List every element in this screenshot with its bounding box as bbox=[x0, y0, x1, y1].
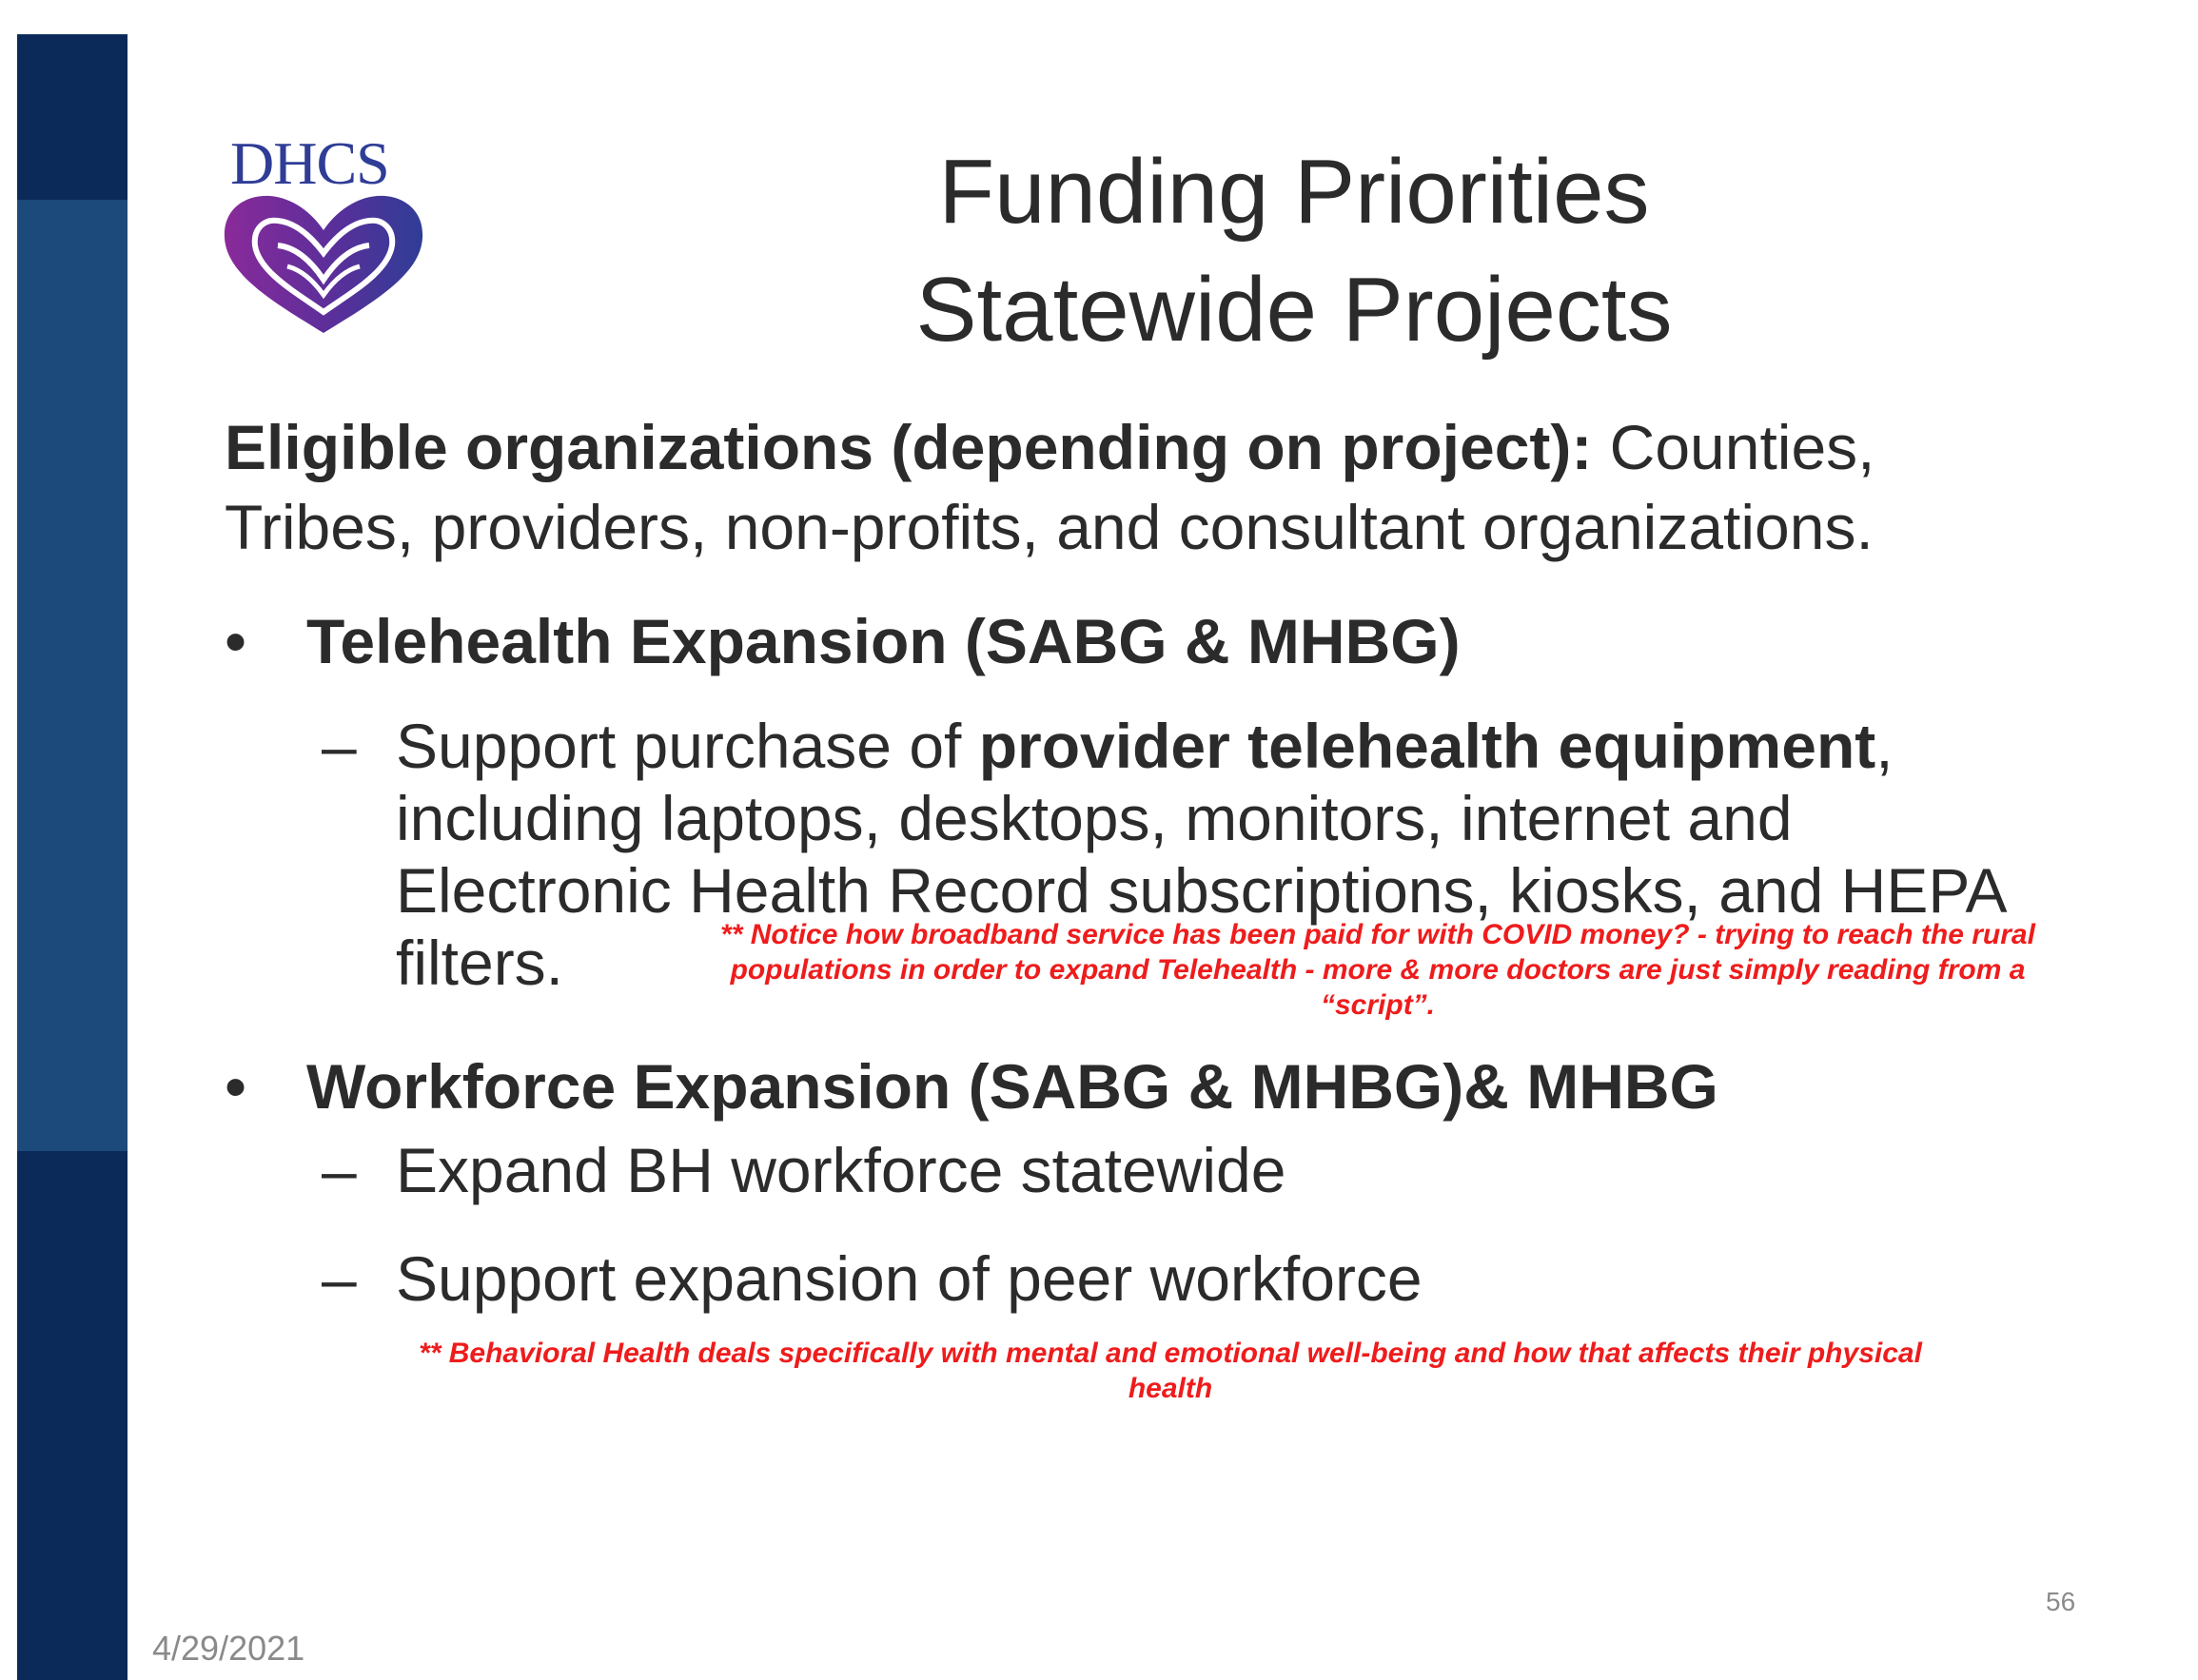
annotation-behavioral-health: ** Behavioral Health deals specifically with mental and emotional well-being and how that affects their physical health bbox=[419, 1338, 1922, 1404]
telehealth-heading: Telehealth Expansion (SABG & MHBG) bbox=[306, 606, 1461, 676]
left-bar-middle bbox=[17, 200, 128, 1151]
left-bar-top bbox=[17, 34, 128, 200]
telehealth-line-2: including laptops, desktops, monitors, internet and bbox=[396, 783, 1793, 853]
dash-telehealth: – bbox=[322, 711, 357, 781]
intro-bold-label: Eligible organizations (depending on project): bbox=[225, 412, 1593, 482]
left-bar-bottom bbox=[17, 1151, 128, 1680]
annotation-broadband: ** Notice how broadband service has been paid for with COVID money? - trying to reach the rural populations in order to expand Telehealth - more & more doctors are just simply reading from a “script”. bbox=[720, 919, 2035, 1021]
intro-line-2: Tribes, providers, non-profits, and consultant organizations. bbox=[225, 492, 1874, 562]
workforce-heading: Workforce Expansion (SABG & MHBG)& MHBG bbox=[306, 1051, 1718, 1122]
logo-text: DHCS bbox=[230, 129, 389, 197]
dhcs-logo bbox=[221, 129, 426, 339]
slide-date: 4/29/2021 bbox=[152, 1629, 305, 1668]
intro-rest-1: Counties, bbox=[1592, 412, 1875, 482]
workforce-item-2: Support expansion of peer workforce bbox=[396, 1243, 1423, 1314]
intro-line-1 bbox=[225, 407, 2032, 487]
title-line-1: Funding Priorities bbox=[938, 141, 1650, 243]
telehealth-bold-phrase: provider telehealth equipment bbox=[978, 711, 1876, 781]
bullet-workforce: • bbox=[225, 1051, 247, 1122]
title-line-2: Statewide Projects bbox=[915, 259, 1673, 361]
eligible-organizations bbox=[225, 407, 2032, 567]
slide-title bbox=[761, 133, 1827, 369]
telehealth-line-3: Electronic Health Record subscriptions, kiosks, and HEPA bbox=[396, 855, 2008, 926]
heart-hands-icon bbox=[221, 192, 426, 335]
page-number: 56 bbox=[2046, 1587, 2076, 1616]
bullet-telehealth: • bbox=[225, 606, 247, 676]
telehealth-line-4: filters. bbox=[396, 928, 564, 998]
dash-workforce-2: – bbox=[322, 1243, 357, 1314]
workforce-item-1: Expand BH workforce statewide bbox=[396, 1135, 1286, 1205]
telehealth-line-1: Support purchase of provider telehealth equipment, bbox=[396, 711, 1894, 781]
dash-workforce-1: – bbox=[322, 1135, 357, 1205]
